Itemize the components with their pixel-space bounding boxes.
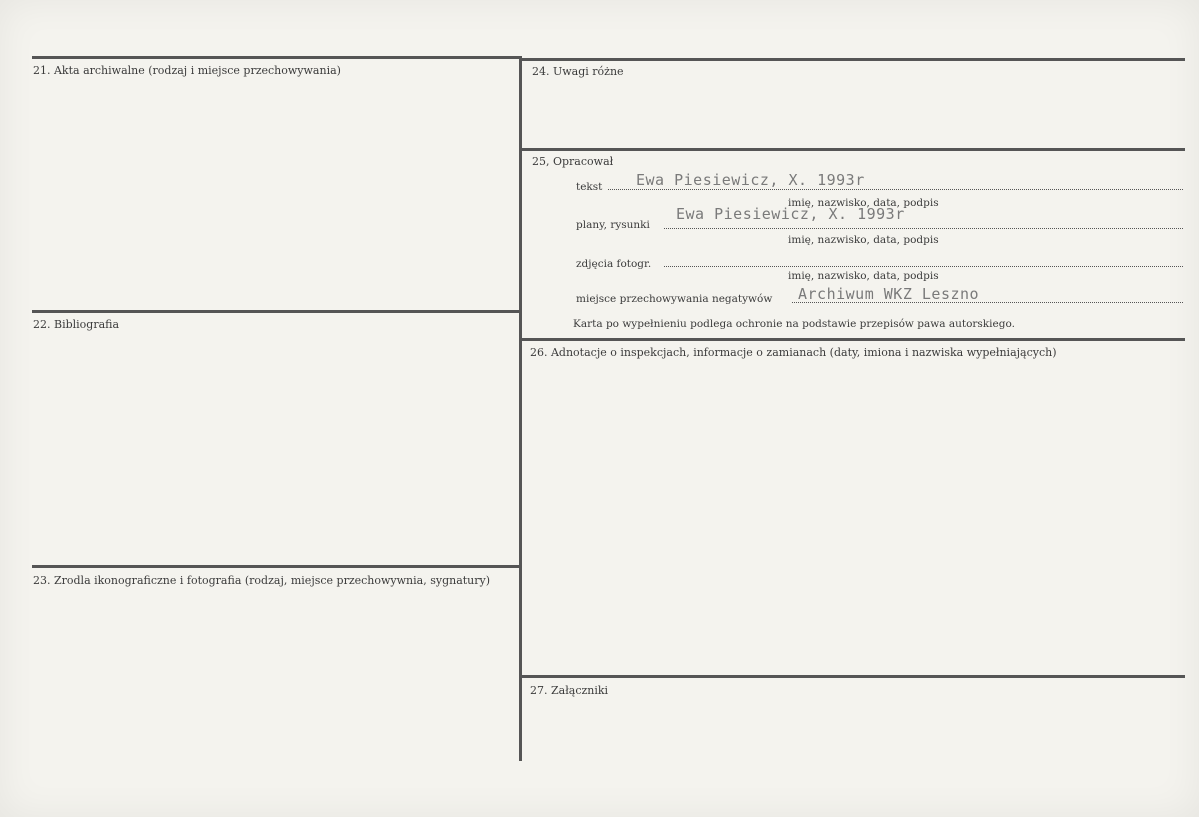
zdjecia-caption: imię, nazwisko, data, podpis: [788, 270, 939, 282]
section-25-heading: 25, Opracował: [532, 155, 614, 168]
plany-line: [664, 228, 1183, 229]
tekst-value: Ewa Piesiewicz, X. 1993r: [636, 171, 865, 189]
rule-before-26: [522, 338, 1185, 341]
tekst-label: tekst: [576, 181, 603, 193]
copyright-note: Karta po wypełnieniu podlega ochronie na podstawie przepisów pawa autorskiego.: [573, 318, 1015, 330]
zdjecia-label: zdjęcia fotogr.: [576, 258, 652, 270]
plany-label: plany, rysunki: [576, 219, 650, 231]
section-21-heading: 21. Akta archiwalne (rodzaj i miejsce przechowywania): [33, 64, 341, 77]
section-27-heading: 27. Załączniki: [530, 684, 609, 697]
rule-before-25: [522, 148, 1185, 151]
rule-before-23: [32, 565, 520, 568]
zdjecia-line: [664, 266, 1183, 267]
top-rule-right: [522, 58, 1185, 61]
plany-value: Ewa Piesiewicz, X. 1993r: [676, 205, 905, 223]
rule-before-22: [32, 310, 520, 313]
top-rule-left: [32, 56, 520, 59]
rule-before-27: [522, 675, 1185, 678]
center-divider: [519, 56, 522, 761]
section-26-heading: 26. Adnotacje o inspekcjach, informacje o zamianach (daty, imiona i nazwiska wypełniających): [530, 346, 1057, 359]
plany-caption: imię, nazwisko, data, podpis: [788, 234, 939, 246]
section-23-heading: 23. Zrodla ikonograficzne i fotografia (rodzaj, miejsce przechowywnia, sygnatury): [33, 574, 491, 587]
negatywy-line: [792, 302, 1183, 303]
negatywy-value: Archiwum WKZ Leszno: [798, 285, 980, 303]
negatywy-label: miejsce przechowywania negatywów: [576, 293, 773, 305]
section-24-heading: 24. Uwagi różne: [532, 65, 624, 78]
tekst-caption: imię, nazwisko, data, podpis: [788, 197, 939, 209]
section-22-heading: 22. Bibliografia: [33, 318, 120, 331]
tekst-line: [608, 189, 1183, 190]
